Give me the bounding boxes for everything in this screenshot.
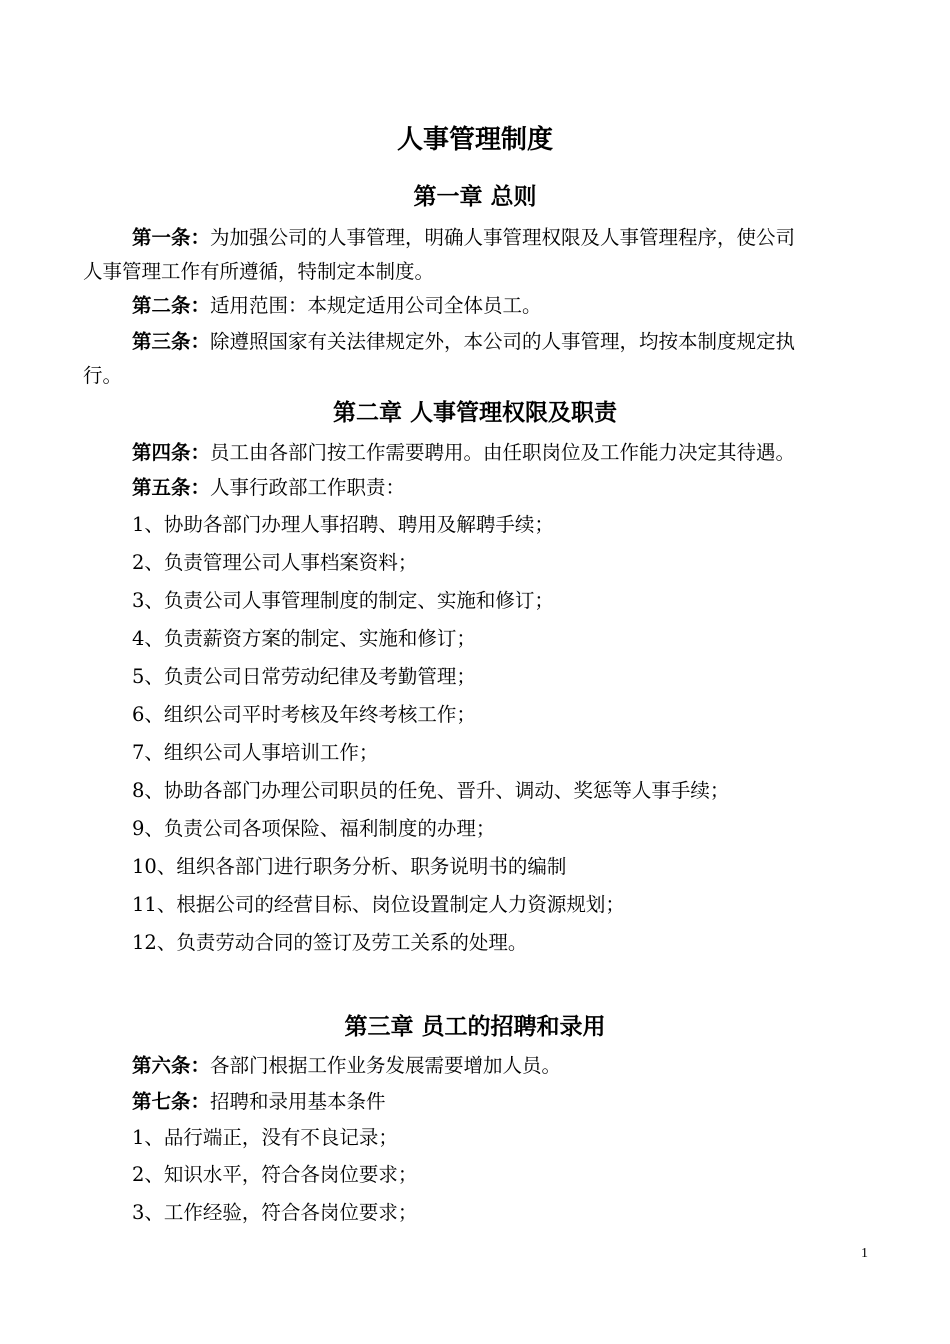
article-6-label: 第六条： [132,1054,211,1077]
list-item: 1、品行端正，没有不良记录； [132,1126,398,1149]
article-1-label: 第一条： [132,226,211,249]
list-item: 11、根据公司的经营目标、岗位设置制定人力资源规划； [132,893,625,916]
page-number: 1 [861,1246,868,1261]
article-1-continuation: 人事管理工作有所遵循，特制定本制度。 [83,260,435,283]
article-3-continuation: 行。 [83,364,123,387]
list-item: 3、负责公司人事管理制度的制定、实施和修订； [132,589,554,612]
article-3 [132,326,795,358]
article-1 [132,222,795,254]
chapter-1-heading: 第一章 总则 [413,184,537,210]
list-item: 8、协助各部门办理公司职员的任免、晋升、调动、奖惩等人事手续； [132,779,730,802]
document-title: 人事管理制度 [396,125,553,155]
article-1-text: 为加强公司的人事管理，明确人事管理权限及人事管理程序，使公司 [210,226,796,249]
article-6 [132,1050,561,1082]
list-item: 5、负责公司日常劳动纪律及考勤管理； [132,665,476,688]
article-5-label: 第五条： [132,476,211,499]
article-7-label: 第七条： [132,1090,211,1113]
list-item: 10、组织各部门进行职务分析、职务说明书的编制 [132,855,567,878]
list-item: 1、协助各部门办理人事招聘、聘用及解聘手续； [132,513,554,536]
article-7-text: 招聘和录用基本条件 [210,1090,386,1113]
article-2-text: 适用范围：本规定适用公司全体员工。 [210,294,542,317]
list-item: 7、组织公司人事培训工作； [132,741,379,764]
list-item: 3、工作经验，符合各岗位要求； [132,1201,418,1224]
article-4 [132,437,795,469]
list-item: 12、负责劳动合同的签订及劳工关系的处理。 [132,931,528,954]
article-5-text: 人事行政部工作职责： [210,476,406,499]
chapter-3-heading: 第三章 员工的招聘和录用 [344,1014,606,1040]
article-5 [132,472,405,504]
article-4-text: 员工由各部门按工作需要聘用。由任职岗位及工作能力决定其待遇。 [210,441,796,464]
article-4-label: 第四条： [132,441,211,464]
article-2 [132,290,542,322]
article-7 [132,1086,386,1118]
list-item: 2、负责管理公司人事档案资料； [132,551,418,574]
article-6-text: 各部门根据工作业务发展需要增加人员。 [210,1054,562,1077]
article-3-text: 除遵照国家有关法律规定外，本公司的人事管理，均按本制度规定执 [210,330,796,353]
list-item: 2、知识水平，符合各岗位要求； [132,1163,418,1186]
list-item: 9、负责公司各项保险、福利制度的办理； [132,817,496,840]
article-3-label: 第三条： [132,330,211,353]
article-2-label: 第二条： [132,294,211,317]
list-item: 4、负责薪资方案的制定、实施和修订； [132,627,476,650]
list-item: 6、组织公司平时考核及年终考核工作； [132,703,476,726]
chapter-2-heading: 第二章 人事管理权限及职责 [332,400,617,426]
